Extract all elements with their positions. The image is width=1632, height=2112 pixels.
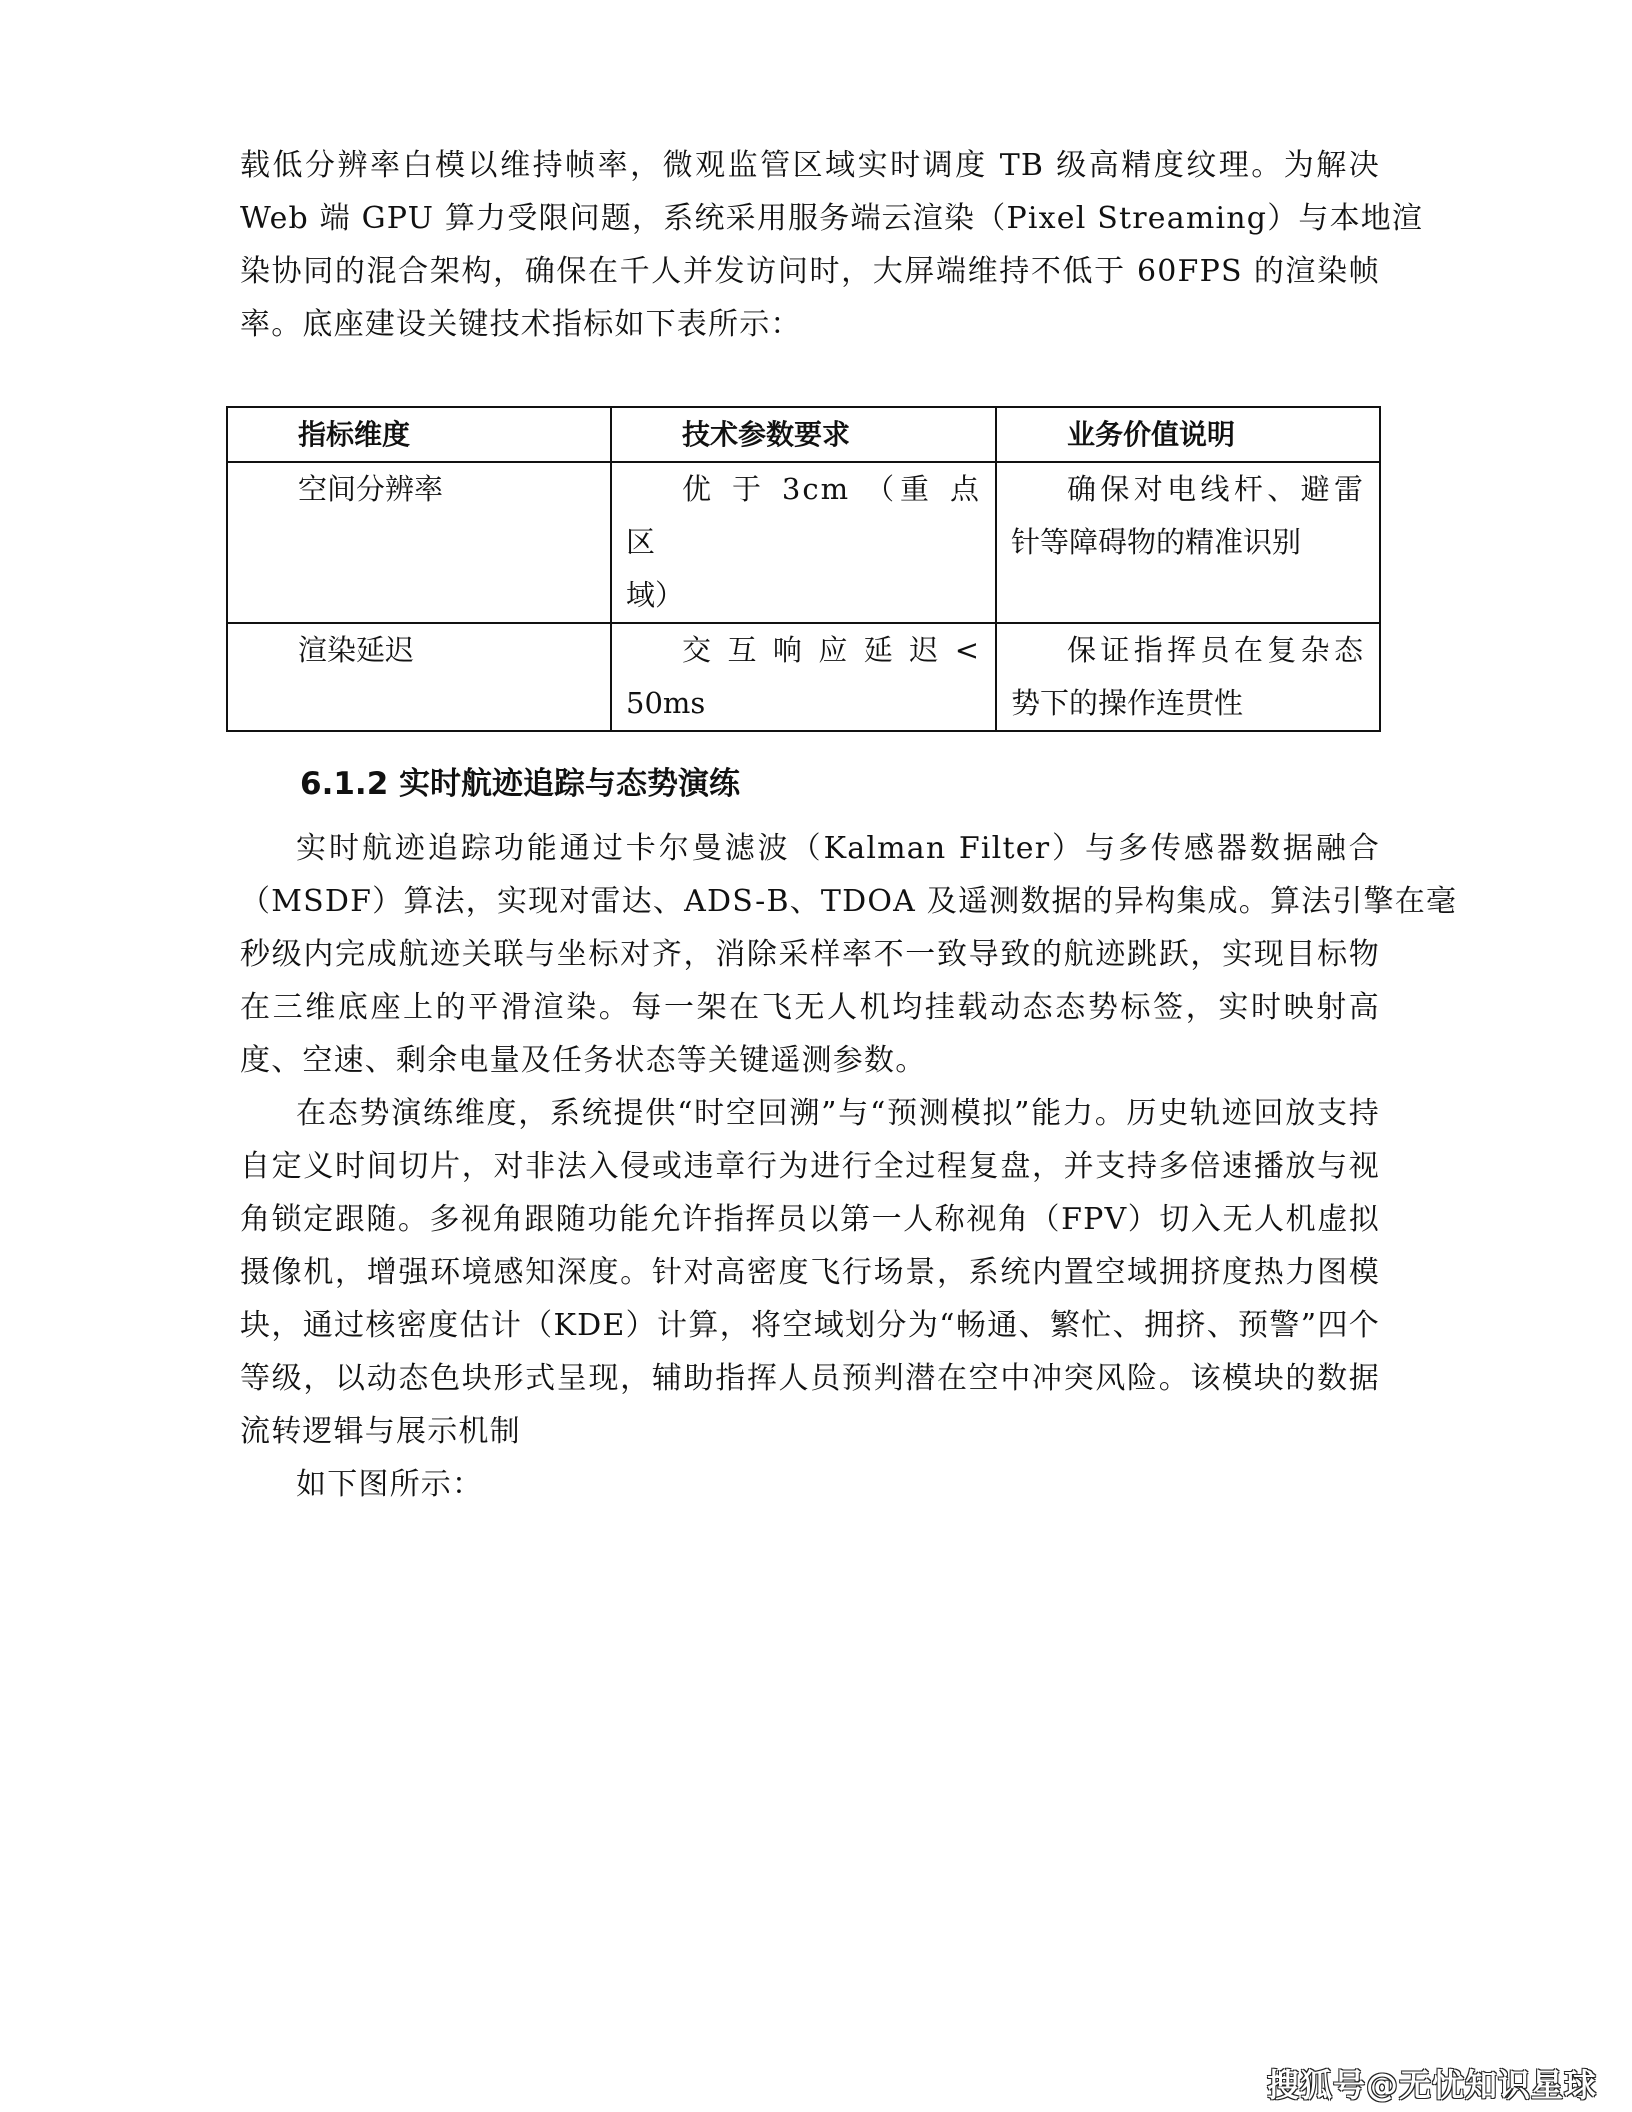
table-row — [227, 462, 1380, 623]
header-requirement: 技术参数要求 — [611, 407, 996, 462]
watermark: 搜狐号@无忧知识星球 — [1266, 2066, 1597, 2104]
tracking-line-1: 实时航迹追踪功能通过卡尔曼滤波（Kalman Filter）与多传感器数据融合 — [296, 831, 1380, 866]
drill-line-2: 自定义时间切片，对非法入侵或违章行为进行全过程复盘，并支持多倍速播放与视 — [240, 1149, 1380, 1184]
tracking-line-2: （MSDF）算法，实现对雷达、ADS-B、TDOA 及遥测数据的异构集成。算法引擎在毫 — [240, 884, 1458, 919]
cell-dimension: 渲染延迟 — [227, 623, 611, 731]
drill-line-4: 摄像机，增强环境感知深度。针对高密度飞行场景，系统内置空域拥挤度热力图模 — [240, 1255, 1380, 1290]
metrics-table — [226, 406, 1381, 732]
cell-value-line1: 确保对电线杆、避雷 — [1067, 472, 1365, 506]
tracking-line-3: 秒级内完成航迹关联与坐标对齐，消除采样率不一致导致的航迹跳跃，实现目标物 — [240, 937, 1380, 972]
cell-requirement-line1: 优 于 3cm （重 点 区 — [626, 472, 981, 559]
drill-line-6: 等级，以动态色块形式呈现，辅助指挥人员预判潜在空中冲突风险。该模块的数据 — [240, 1361, 1380, 1396]
tracking-line-5: 度、空速、剩余电量及任务状态等关键遥测参数。 — [240, 1043, 927, 1078]
intro-line-1: 载低分辨率白模以维持帧率，微观监管区域实时调度 TB 级高精度纹理。为解决 — [240, 148, 1380, 183]
cell-value — [996, 623, 1380, 731]
intro-line-2: Web 端 GPU 算力受限问题，系统采用服务端云渲染（Pixel Streaming）与本地渲 — [240, 201, 1424, 236]
cell-value-line1: 保证指挥员在复杂态 — [1067, 633, 1365, 667]
cell-requirement-line2: 域） — [626, 578, 685, 612]
figure-reference: 如下图所示： — [296, 1467, 484, 1502]
drill-line-5: 块，通过核密度估计（KDE）计算，将空域划分为“畅通、繁忙、拥挤、预警”四个 — [240, 1308, 1380, 1343]
cell-dimension: 空间分辨率 — [227, 462, 611, 623]
drill-line-7: 流转逻辑与展示机制 — [240, 1414, 521, 1449]
table-row — [227, 623, 1380, 731]
cell-requirement — [611, 462, 996, 623]
tracking-line-4: 在三维底座上的平滑渲染。每一架在飞无人机均挂载动态态势标签，实时映射高 — [240, 990, 1380, 1025]
drill-line-3: 角锁定跟随。多视角跟随功能允许指挥员以第一人称视角（FPV）切入无人机虚拟 — [240, 1202, 1380, 1237]
table-header-row — [227, 407, 1380, 462]
header-value: 业务价值说明 — [996, 407, 1380, 462]
cell-requirement-line2: 50ms — [626, 686, 706, 720]
intro-line-4: 率。底座建设关键技术指标如下表所示： — [240, 307, 802, 342]
section-heading: 6.1.2 实时航迹追踪与态势演练 — [300, 766, 741, 802]
cell-value — [996, 462, 1380, 623]
cell-value-line2: 针等障碍物的精准识别 — [1011, 525, 1302, 559]
intro-line-3: 染协同的混合架构，确保在千人并发访问时，大屏端维持不低于 60FPS 的渲染帧 — [240, 254, 1380, 289]
cell-requirement — [611, 623, 996, 731]
cell-requirement-line1: 交 互 响 应 延 迟 < — [682, 633, 981, 667]
header-dimension: 指标维度 — [227, 407, 611, 462]
drill-line-1: 在态势演练维度，系统提供“时空回溯”与“预测模拟”能力。历史轨迹回放支持 — [296, 1096, 1380, 1131]
cell-value-line2: 势下的操作连贯性 — [1011, 686, 1244, 720]
